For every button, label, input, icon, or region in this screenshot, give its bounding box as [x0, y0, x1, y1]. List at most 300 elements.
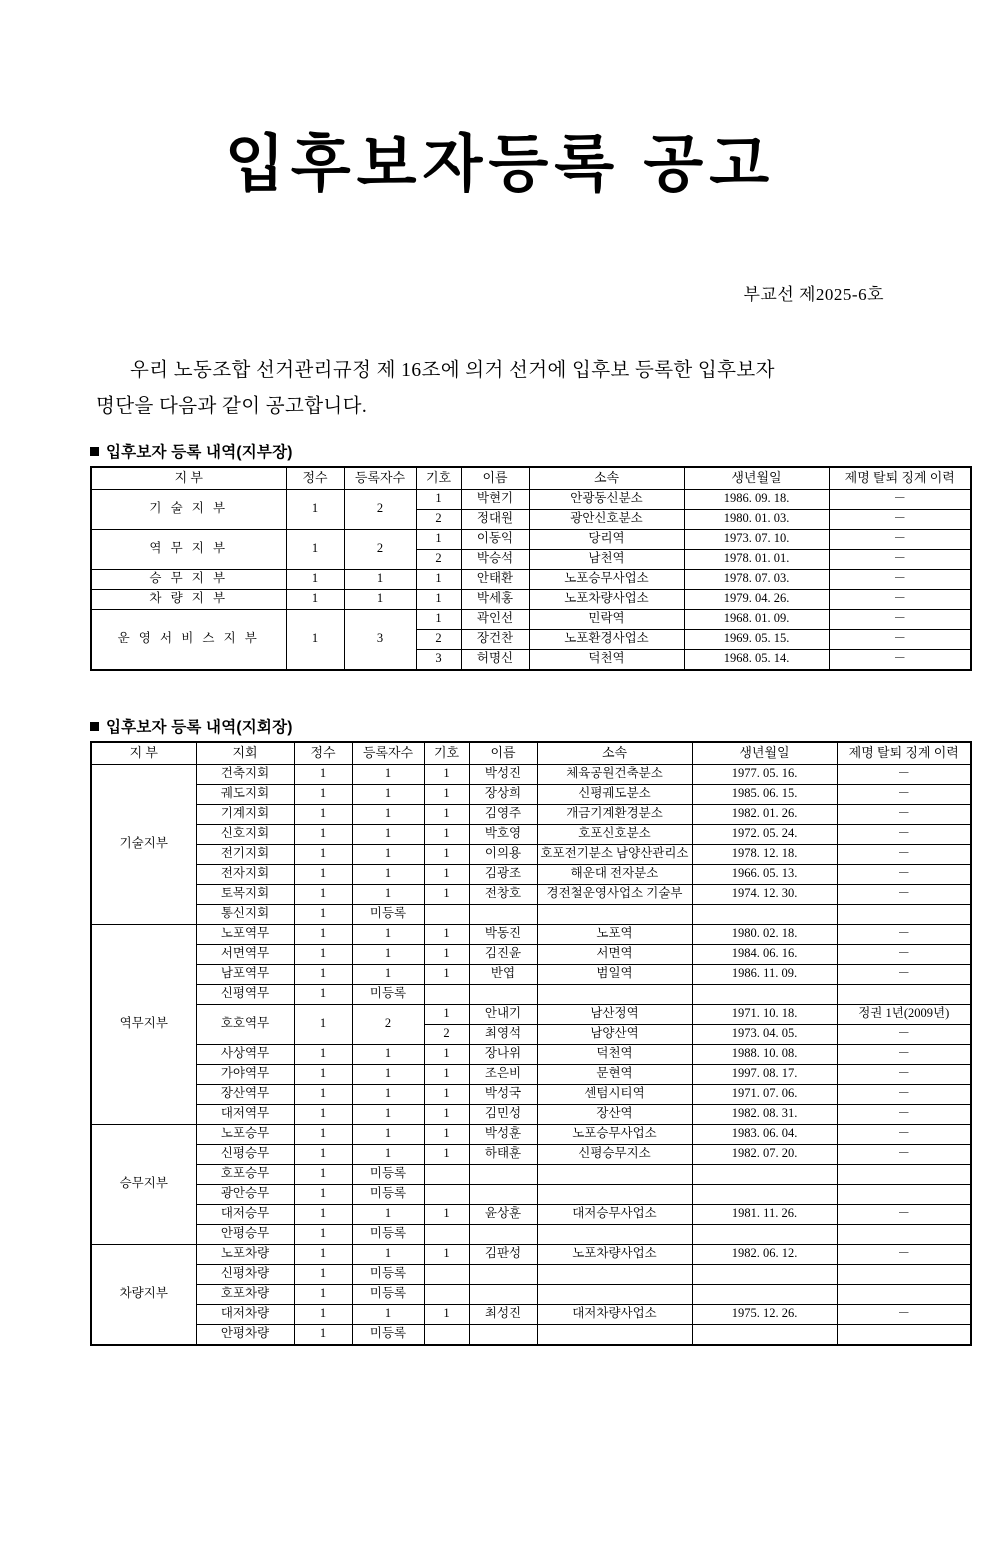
- cell-org: 남산정역: [537, 1004, 692, 1024]
- col-jihoe: 지회: [196, 742, 294, 765]
- cell-birth: 1988. 10. 08.: [692, 1044, 837, 1064]
- cell-name: 반엽: [469, 964, 537, 984]
- cell-jibu: 역무지부: [91, 924, 196, 1124]
- cell-name: 장상희: [469, 784, 537, 804]
- cell-jeongsu: 1: [294, 1204, 352, 1224]
- col-jibu: 지 부: [91, 467, 286, 490]
- col-jibu: 지 부: [91, 742, 196, 765]
- cell-count: 1: [352, 1084, 424, 1104]
- cell-jibu: 차 량 지 부: [91, 589, 286, 609]
- cell-jeongsu: 1: [294, 1124, 352, 1144]
- cell-name: 박세홍: [461, 589, 529, 609]
- section-spacer: [38, 671, 962, 701]
- cell-jeongsu: 1: [294, 1044, 352, 1064]
- cell-name: 김판성: [469, 1244, 537, 1264]
- cell-birth: 1983. 06. 04.: [692, 1124, 837, 1144]
- cell-history: [837, 1284, 971, 1304]
- cell-name: 박호영: [469, 824, 537, 844]
- table-row: [91, 569, 971, 589]
- cell-org: 노포차량사업소: [529, 589, 684, 609]
- cell-birth: 1972. 05. 24.: [692, 824, 837, 844]
- col-count: 등록자수: [352, 742, 424, 765]
- cell-number: 1: [424, 1084, 469, 1104]
- table-jibujang: [90, 466, 972, 671]
- table-row: [91, 489, 971, 509]
- cell-birth: 1981. 11. 26.: [692, 1204, 837, 1224]
- cell-count: 1: [352, 804, 424, 824]
- cell-org: 호포신호분소: [537, 824, 692, 844]
- cell-history: －: [837, 1024, 971, 1044]
- cell-count: 미등록: [352, 984, 424, 1004]
- cell-jeongsu: 1: [294, 924, 352, 944]
- table-row: [91, 1244, 971, 1264]
- cell-org: 남천역: [529, 549, 684, 569]
- table-row: [91, 824, 971, 844]
- cell-count: 1: [352, 964, 424, 984]
- cell-history: －: [829, 509, 971, 529]
- col-count: 등록자수: [344, 467, 416, 490]
- cell-count: 2: [344, 489, 416, 529]
- cell-number: 2: [424, 1024, 469, 1044]
- page-title: 입후보자등록 공고: [224, 130, 776, 199]
- cell-number: 1: [424, 1144, 469, 1164]
- cell-name: [469, 904, 537, 924]
- cell-org: 개금기계환경분소: [537, 804, 692, 824]
- cell-birth: 1985. 06. 15.: [692, 784, 837, 804]
- cell-history: －: [837, 1044, 971, 1064]
- section-heading-jihoejang: [90, 715, 962, 737]
- header-row: [91, 467, 971, 490]
- cell-org: 덕천역: [529, 649, 684, 670]
- cell-count: 미등록: [352, 1264, 424, 1284]
- cell-history: [837, 904, 971, 924]
- cell-org: 광안신호분소: [529, 509, 684, 529]
- cell-jihoe: 신평차량: [196, 1264, 294, 1284]
- cell-name: [469, 1324, 537, 1345]
- cell-name: 허명신: [461, 649, 529, 670]
- cell-name: 박동진: [469, 924, 537, 944]
- cell-number: [424, 1224, 469, 1244]
- cell-history: [837, 1184, 971, 1204]
- cell-birth: 1974. 12. 30.: [692, 884, 837, 904]
- cell-history: －: [829, 549, 971, 569]
- cell-number: 1: [424, 924, 469, 944]
- cell-count: 1: [352, 1204, 424, 1224]
- cell-birth: [692, 984, 837, 1004]
- table-row: [91, 784, 971, 804]
- section-heading-jibujang: [90, 440, 962, 462]
- cell-count: 1: [352, 1104, 424, 1124]
- cell-birth: 1980. 02. 18.: [692, 924, 837, 944]
- cell-number: 1: [424, 1124, 469, 1144]
- cell-history: －: [837, 764, 971, 784]
- cell-jeongsu: 1: [294, 1184, 352, 1204]
- cell-history: [837, 1164, 971, 1184]
- cell-number: 1: [424, 864, 469, 884]
- cell-jeongsu: 1: [294, 1264, 352, 1284]
- cell-number: 1: [416, 609, 461, 629]
- cell-birth: [692, 1164, 837, 1184]
- cell-org: 경전철운영사업소 기술부: [537, 884, 692, 904]
- cell-jihoe: 남포역무: [196, 964, 294, 984]
- cell-birth: 1978. 01. 01.: [684, 549, 829, 569]
- cell-jihoe: 호포차량: [196, 1284, 294, 1304]
- cell-number: 1: [424, 784, 469, 804]
- cell-number: [424, 1284, 469, 1304]
- cell-jihoe: 안평승무: [196, 1224, 294, 1244]
- cell-jihoe: 장산역무: [196, 1084, 294, 1104]
- cell-jeongsu: 1: [294, 1224, 352, 1244]
- table-row: [91, 884, 971, 904]
- cell-birth: 1969. 05. 15.: [684, 629, 829, 649]
- cell-birth: 1980. 01. 03.: [684, 509, 829, 529]
- col-number: 기호: [424, 742, 469, 765]
- cell-jibu: 기술지부: [91, 764, 196, 924]
- cell-jeongsu: 1: [294, 1324, 352, 1345]
- cell-history: －: [829, 649, 971, 670]
- cell-jihoe: 사상역무: [196, 1044, 294, 1064]
- cell-birth: 1982. 08. 31.: [692, 1104, 837, 1124]
- cell-count: 1: [352, 1304, 424, 1324]
- cell-count: 1: [344, 589, 416, 609]
- document-page: [0, 128, 1000, 1543]
- cell-jeongsu: 1: [294, 1104, 352, 1124]
- cell-jihoe: 노포승무: [196, 1124, 294, 1144]
- square-bullet-icon: [90, 447, 99, 456]
- cell-history: 정권 1년(2009년): [837, 1004, 971, 1024]
- cell-birth: 1978. 12. 18.: [692, 844, 837, 864]
- cell-number: 1: [424, 1204, 469, 1224]
- cell-number: 1: [416, 529, 461, 549]
- cell-count: 1: [352, 1244, 424, 1264]
- cell-history: －: [837, 924, 971, 944]
- cell-jeongsu: 1: [294, 1304, 352, 1324]
- cell-birth: 1971. 07. 06.: [692, 1084, 837, 1104]
- header-row: [91, 742, 971, 765]
- cell-birth: 1973. 07. 10.: [684, 529, 829, 549]
- col-birth: 생년월일: [684, 467, 829, 490]
- table-wrapper-jibujang: [38, 466, 962, 671]
- cell-history: －: [837, 884, 971, 904]
- cell-number: 1: [424, 1104, 469, 1124]
- cell-count: 1: [344, 569, 416, 589]
- table-row: [91, 944, 971, 964]
- cell-jihoe: 신호지회: [196, 824, 294, 844]
- cell-number: 1: [416, 589, 461, 609]
- cell-number: [424, 1324, 469, 1345]
- cell-name: 김민성: [469, 1104, 537, 1124]
- cell-birth: [692, 1324, 837, 1345]
- cell-name: 박성진: [469, 764, 537, 784]
- cell-name: 곽인선: [461, 609, 529, 629]
- cell-number: 1: [424, 964, 469, 984]
- table-row: [91, 844, 971, 864]
- cell-jeongsu: 1: [294, 1144, 352, 1164]
- cell-history: －: [837, 804, 971, 824]
- cell-name: 전창호: [469, 884, 537, 904]
- cell-birth: 1986. 09. 18.: [684, 489, 829, 509]
- cell-jibu: 차량지부: [91, 1244, 196, 1345]
- table-row: [91, 984, 971, 1004]
- cell-birth: [692, 1184, 837, 1204]
- cell-jeongsu: 1: [294, 764, 352, 784]
- cell-name: 안태환: [461, 569, 529, 589]
- table-row: [91, 1204, 971, 1224]
- cell-org: 노포차량사업소: [537, 1244, 692, 1264]
- col-birth: 생년월일: [692, 742, 837, 765]
- cell-jihoe: 노포차량: [196, 1244, 294, 1264]
- document-number: 부교선 제2025-6호: [743, 285, 884, 305]
- cell-count: 2: [344, 529, 416, 569]
- cell-jeongsu: 1: [286, 529, 344, 569]
- table-row: [91, 924, 971, 944]
- cell-org: 센텀시티역: [537, 1084, 692, 1104]
- cell-name: 박현기: [461, 489, 529, 509]
- table-row: [91, 1004, 971, 1024]
- cell-count: 미등록: [352, 1164, 424, 1184]
- cell-history: [837, 984, 971, 1004]
- cell-jeongsu: 1: [294, 844, 352, 864]
- cell-org: 덕천역: [537, 1044, 692, 1064]
- cell-jeongsu: 1: [294, 1004, 352, 1044]
- cell-count: 미등록: [352, 1324, 424, 1345]
- cell-jeongsu: 1: [286, 589, 344, 609]
- intro-line-2: 명단을 다음과 같이 공고합니다.: [96, 396, 368, 418]
- cell-number: 1: [424, 884, 469, 904]
- cell-jihoe: 대저역무: [196, 1104, 294, 1124]
- cell-number: [424, 1264, 469, 1284]
- cell-history: [837, 1224, 971, 1244]
- table-row: [91, 1324, 971, 1345]
- cell-birth: 1966. 05. 13.: [692, 864, 837, 884]
- cell-name: [469, 984, 537, 1004]
- cell-org: 노포환경사업소: [529, 629, 684, 649]
- cell-birth: 1968. 01. 09.: [684, 609, 829, 629]
- cell-jihoe: 건축지회: [196, 764, 294, 784]
- cell-birth: 1968. 05. 14.: [684, 649, 829, 670]
- table-body: [91, 764, 971, 1345]
- cell-history: －: [829, 569, 971, 589]
- cell-jeongsu: 1: [294, 944, 352, 964]
- cell-count: 미등록: [352, 1184, 424, 1204]
- cell-history: －: [829, 529, 971, 549]
- cell-number: 1: [424, 764, 469, 784]
- cell-birth: 1982. 01. 26.: [692, 804, 837, 824]
- table-row: [91, 864, 971, 884]
- table-jihoejang: [90, 741, 972, 1346]
- cell-history: －: [837, 1304, 971, 1324]
- cell-number: 1: [424, 804, 469, 824]
- cell-name: 하태훈: [469, 1144, 537, 1164]
- cell-number: 1: [424, 1304, 469, 1324]
- table-row: [91, 964, 971, 984]
- cell-org: [537, 1284, 692, 1304]
- cell-jeongsu: 1: [294, 1084, 352, 1104]
- table-header: [91, 467, 971, 490]
- cell-birth: 1986. 11. 09.: [692, 964, 837, 984]
- cell-jeongsu: 1: [294, 784, 352, 804]
- table-row: [91, 1264, 971, 1284]
- col-history: 제명 탈퇴 징계 이력: [829, 467, 971, 490]
- cell-count: 미등록: [352, 1284, 424, 1304]
- cell-jihoe: 광안승무: [196, 1184, 294, 1204]
- cell-birth: 1982. 06. 12.: [692, 1244, 837, 1264]
- cell-jeongsu: 1: [294, 1284, 352, 1304]
- cell-jihoe: 통신지회: [196, 904, 294, 924]
- cell-name: [469, 1224, 537, 1244]
- cell-jeongsu: 1: [294, 804, 352, 824]
- cell-jeongsu: 1: [294, 984, 352, 1004]
- cell-org: 대저차량사업소: [537, 1304, 692, 1324]
- cell-count: 1: [352, 1064, 424, 1084]
- cell-jihoe: 기계지회: [196, 804, 294, 824]
- cell-jihoe: 가야역무: [196, 1064, 294, 1084]
- cell-number: 1: [424, 1244, 469, 1264]
- cell-history: －: [829, 629, 971, 649]
- cell-number: [424, 1184, 469, 1204]
- cell-name: 조은비: [469, 1064, 537, 1084]
- cell-jeongsu: 1: [294, 1064, 352, 1084]
- table-row: [91, 1164, 971, 1184]
- table-row: [91, 1284, 971, 1304]
- cell-org: 해운대 전자분소: [537, 864, 692, 884]
- cell-count: 2: [352, 1004, 424, 1044]
- cell-count: 1: [352, 944, 424, 964]
- cell-birth: 1984. 06. 16.: [692, 944, 837, 964]
- cell-jihoe: 노포역무: [196, 924, 294, 944]
- table-row: [91, 1044, 971, 1064]
- cell-jihoe: 신평역무: [196, 984, 294, 1004]
- cell-history: －: [837, 844, 971, 864]
- cell-org: 노포역: [537, 924, 692, 944]
- cell-name: 장건찬: [461, 629, 529, 649]
- cell-org: [537, 984, 692, 1004]
- cell-org: [537, 904, 692, 924]
- cell-org: 문현역: [537, 1064, 692, 1084]
- cell-name: 최성진: [469, 1304, 537, 1324]
- cell-org: [537, 1164, 692, 1184]
- cell-org: 체육공원건축분소: [537, 764, 692, 784]
- cell-number: 3: [416, 649, 461, 670]
- table-row: [91, 1144, 971, 1164]
- cell-birth: 1971. 10. 18.: [692, 1004, 837, 1024]
- cell-history: －: [829, 489, 971, 509]
- cell-org: 안광동신분소: [529, 489, 684, 509]
- table-row: [91, 804, 971, 824]
- cell-jibu: 승무지부: [91, 1124, 196, 1244]
- cell-org: [537, 1324, 692, 1345]
- cell-number: [424, 904, 469, 924]
- table-row: [91, 1304, 971, 1324]
- cell-history: [837, 1264, 971, 1284]
- table-row: [91, 589, 971, 609]
- cell-count: 1: [352, 884, 424, 904]
- cell-number: 1: [424, 1064, 469, 1084]
- cell-org: 대저승무사업소: [537, 1204, 692, 1224]
- cell-name: 박승석: [461, 549, 529, 569]
- cell-birth: 1979. 04. 26.: [684, 589, 829, 609]
- cell-birth: [692, 904, 837, 924]
- cell-org: 신평궤도분소: [537, 784, 692, 804]
- cell-name: [469, 1264, 537, 1284]
- cell-count: 1: [352, 864, 424, 884]
- cell-number: 1: [416, 569, 461, 589]
- cell-history: －: [837, 1204, 971, 1224]
- cell-number: 1: [424, 1044, 469, 1064]
- cell-birth: 1997. 08. 17.: [692, 1064, 837, 1084]
- cell-jihoe: 전자지회: [196, 864, 294, 884]
- cell-count: 1: [352, 784, 424, 804]
- cell-birth: [692, 1224, 837, 1244]
- cell-jeongsu: 1: [294, 1164, 352, 1184]
- cell-name: [469, 1164, 537, 1184]
- table-body: [91, 489, 971, 670]
- cell-jihoe: 대저차량: [196, 1304, 294, 1324]
- cell-name: 김영주: [469, 804, 537, 824]
- cell-org: [537, 1184, 692, 1204]
- cell-jihoe: 궤도지회: [196, 784, 294, 804]
- cell-history: －: [837, 1104, 971, 1124]
- cell-jihoe: 신평승무: [196, 1144, 294, 1164]
- table-row: [91, 1084, 971, 1104]
- cell-jihoe: 전기지회: [196, 844, 294, 864]
- table-row: [91, 1064, 971, 1084]
- cell-jeongsu: 1: [286, 609, 344, 670]
- cell-history: －: [837, 1124, 971, 1144]
- cell-jibu: 운 영 서 비 스 지 부: [91, 609, 286, 670]
- cell-name: 김광조: [469, 864, 537, 884]
- col-jeongsu: 정수: [286, 467, 344, 490]
- cell-number: 1: [424, 844, 469, 864]
- cell-org: 남양산역: [537, 1024, 692, 1044]
- col-number: 기호: [416, 467, 461, 490]
- cell-name: 정대원: [461, 509, 529, 529]
- cell-number: 1: [424, 944, 469, 964]
- cell-name: 이동익: [461, 529, 529, 549]
- cell-count: 1: [352, 1124, 424, 1144]
- cell-history: －: [837, 1144, 971, 1164]
- cell-jibu: 승 무 지 부: [91, 569, 286, 589]
- cell-birth: 1973. 04. 05.: [692, 1024, 837, 1044]
- cell-jeongsu: 1: [294, 964, 352, 984]
- cell-number: 1: [416, 489, 461, 509]
- cell-name: 안내기: [469, 1004, 537, 1024]
- cell-count: 1: [352, 1044, 424, 1064]
- cell-jeongsu: 1: [286, 489, 344, 529]
- cell-number: 1: [424, 1004, 469, 1024]
- cell-jeongsu: 1: [294, 864, 352, 884]
- cell-count: 1: [352, 844, 424, 864]
- cell-org: [537, 1224, 692, 1244]
- cell-org: 노포승무사업소: [529, 569, 684, 589]
- cell-name: 장나위: [469, 1044, 537, 1064]
- cell-name: 박성훈: [469, 1124, 537, 1144]
- table-row: [91, 529, 971, 549]
- cell-birth: 1977. 05. 16.: [692, 764, 837, 784]
- cell-org: [537, 1264, 692, 1284]
- cell-history: －: [837, 1064, 971, 1084]
- table-row: [91, 1224, 971, 1244]
- cell-count: 3: [344, 609, 416, 670]
- cell-org: 당리역: [529, 529, 684, 549]
- cell-birth: [692, 1284, 837, 1304]
- cell-name: 김진윤: [469, 944, 537, 964]
- cell-name: [469, 1184, 537, 1204]
- cell-count: 1: [352, 764, 424, 784]
- cell-org: 신평승무지소: [537, 1144, 692, 1164]
- cell-history: [837, 1324, 971, 1345]
- cell-name: 윤상훈: [469, 1204, 537, 1224]
